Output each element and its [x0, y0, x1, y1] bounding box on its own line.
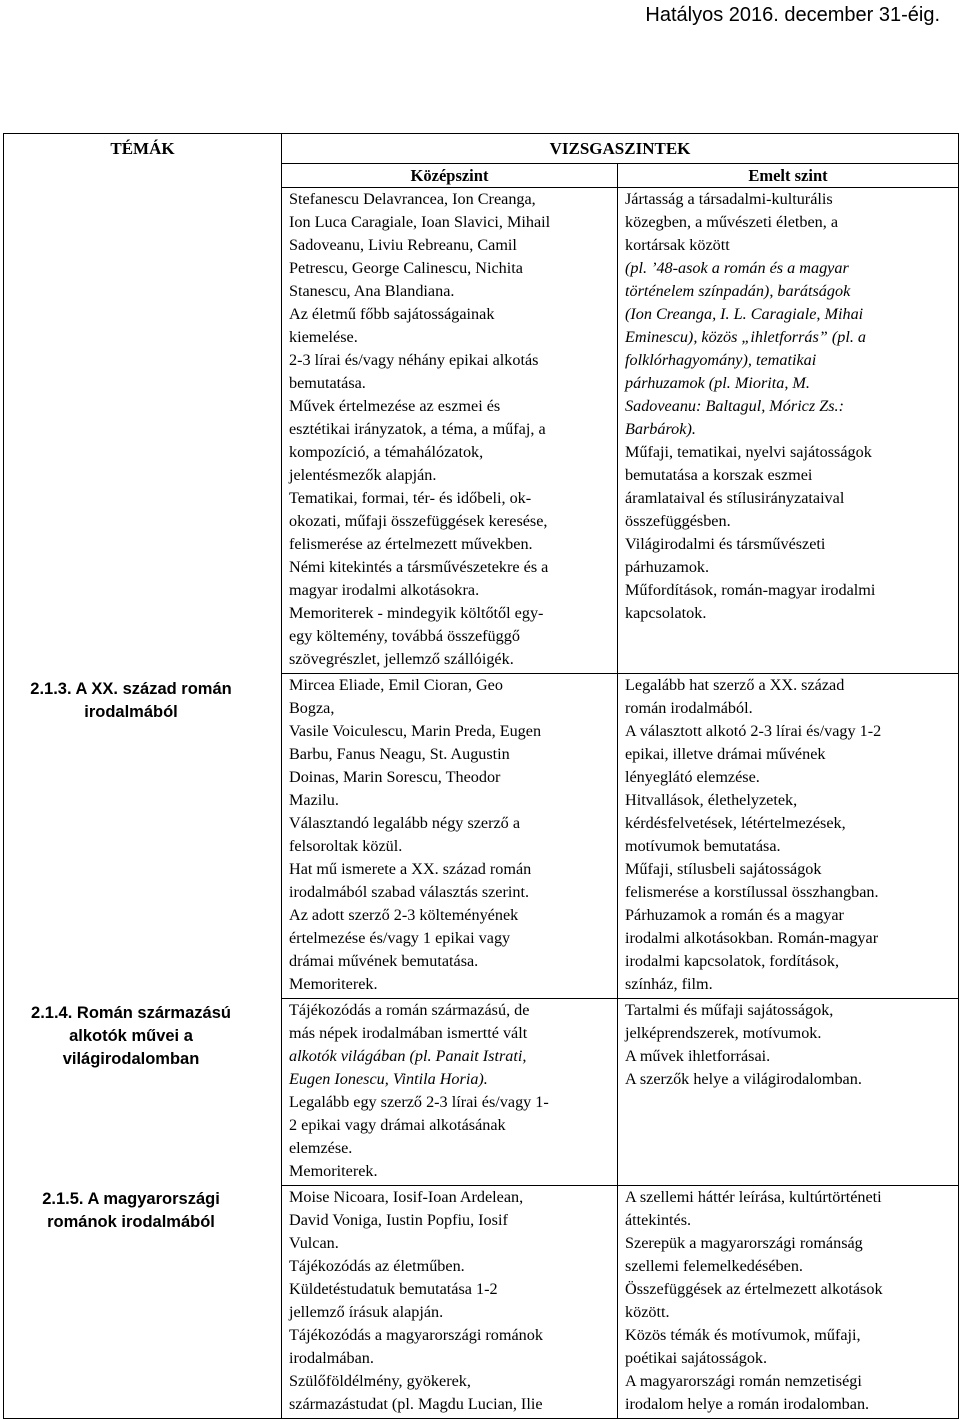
mid-level-line: Tematikai, formai, tér- és időbeli, ok-	[289, 489, 532, 507]
high-level-line: bemutatása a korszak eszmei	[625, 466, 813, 484]
topic-line: alkotók művei a	[69, 1027, 193, 1045]
mid-level-line: egy költemény, továbbá összefüggő	[289, 627, 520, 645]
topic-line: románok irodalmából	[47, 1213, 215, 1231]
high-level-line: motívumok bemutatása.	[625, 837, 781, 855]
mid-level-header: Középszint	[282, 164, 618, 188]
mid-level-line: kompozíció, a témahálózatok,	[289, 443, 484, 461]
mid-level-line: Memoriterek.	[289, 1162, 378, 1180]
mid-level-line: Bogza,	[289, 699, 335, 717]
mid-level-line: Mircea Eliade, Emil Cioran, Geo	[289, 676, 503, 694]
high-level-line: Jártasság a társadalmi-kulturális	[625, 190, 833, 208]
mid-level-line: Tájékozódás a magyarországi románok	[289, 1326, 543, 1344]
high-level-line: (Ion Creanga, I. L. Caragiale, Mihai	[625, 305, 864, 323]
high-level-line: áramlataival és stílusirányzataival	[625, 489, 845, 507]
high-lines	[625, 1186, 952, 1416]
high-level-line: Műfordítások, román-magyar irodalmi	[625, 581, 876, 599]
high-level-line: Műfaji, stílusbeli sajátosságok	[625, 860, 822, 878]
mid-level-line: alkotók világában (pl. Panait Istrati,	[289, 1047, 527, 1065]
mid-level-line: Az életmű főbb sajátosságainak	[289, 305, 495, 323]
mid-level-line: Stanescu, Ana Blandiana.	[289, 282, 455, 300]
high-level-line: A magyarországi román nemzetiségi	[625, 1372, 862, 1390]
mid-level-line: felismerése az értelmezett művekben.	[289, 535, 533, 553]
high-lines	[625, 999, 952, 1091]
mid-level-line: Barbu, Fanus Neagu, St. Augustin	[289, 745, 510, 763]
high-level-line: Tartalmi és műfaji sajátosságok,	[625, 1001, 834, 1019]
high-level-line: román irodalmából.	[625, 699, 753, 717]
high-level-line: irodalom helye a román irodalomban.	[625, 1395, 870, 1413]
high-level-line: (pl. ’48-asok a román és a magyar	[625, 259, 849, 277]
mid-level-line: Legalább egy szerző 2-3 lírai és/vagy 1-	[289, 1093, 549, 1111]
high-level-line: felismerése a korstílussal összhangban.	[625, 883, 879, 901]
mid-level-line: Az adott szerző 2-3 költeményének	[289, 906, 519, 924]
topics-header: TÉMÁK	[110, 139, 175, 158]
mid-level-line: irodalmából szabad választás szerint.	[289, 883, 530, 901]
high-level-line: irodalmi kapcsolatok, fordítások,	[625, 952, 839, 970]
high-level-line: Műfaji, tematikai, nyelvi sajátosságok	[625, 443, 872, 461]
mid-level-line: Némi kitekintés a társművészetekre és a	[289, 558, 549, 576]
high-level-line: kérdésfelvetések, létértelmezések,	[625, 814, 846, 832]
mid-level-line: Választandó legalább négy szerző a	[289, 814, 521, 832]
high-level-line: poétikai sajátosságok.	[625, 1349, 768, 1367]
topic-line: 2.1.3. A XX. század román	[30, 680, 232, 698]
high-level-line: között.	[625, 1303, 670, 1321]
mid-level-line: más népek irodalmában ismertté vált	[289, 1024, 528, 1042]
mid-level-line: felsoroltak közül.	[289, 837, 403, 855]
mid-level-line: esztétikai irányzatok, a téma, a műfaj, a	[289, 420, 546, 438]
high-level-line: Barbárok).	[625, 420, 696, 438]
mid-level-line: David Voniga, Iustin Popfiu, Iosif	[289, 1211, 508, 1229]
mid-level-line: értelmezése és/vagy 1 epikai vagy	[289, 929, 511, 947]
mid-level-line: Tájékozódás a román származású, de	[289, 1001, 530, 1019]
mid-level-line: származástudat (pl. Magdu Lucian, Ilie	[289, 1395, 543, 1413]
topic-2-1-5	[11, 1188, 251, 1234]
mid-level-line: bemutatása.	[289, 374, 366, 392]
mid-lines	[289, 674, 611, 996]
mid-level-line: szövegrészlet, jellemző szállóigék.	[289, 650, 514, 668]
high-level-line: szellemi felemelkedésében.	[625, 1257, 803, 1275]
mid-level-line: Eugen Ionescu, Vintila Horia).	[289, 1070, 488, 1088]
high-level-line: áttekintés.	[625, 1211, 692, 1229]
high-level-line: irodalmi alkotásokban. Román-magyar	[625, 929, 879, 947]
high-level-line: A szerzők helye a világirodalomban.	[625, 1070, 862, 1088]
high-level-line: Sadoveanu: Baltagul, Móricz Zs.:	[625, 397, 844, 415]
mid-level-cell-2-1-3	[282, 674, 618, 999]
topic-line: irodalmából	[84, 703, 178, 721]
mid-level-line: 2 epikai vagy drámai alkotásának	[289, 1116, 506, 1134]
mid-level-cell-intro	[282, 188, 618, 674]
exam-levels-header: VIZSGASZINTEK	[282, 134, 959, 164]
mid-level-line: Moise Nicoara, Iosif-Ioan Ardelean,	[289, 1188, 524, 1206]
high-level-line: A művek ihletforrásai.	[625, 1047, 771, 1065]
mid-level-line: irodalmában.	[289, 1349, 374, 1367]
mid-lines	[289, 1186, 611, 1416]
mid-lines	[289, 999, 611, 1183]
topic-line: világirodalomban	[62, 1050, 200, 1068]
mid-level-line: Hat mű ismerete a XX. század román	[289, 860, 532, 878]
high-level-cell-2-1-3	[618, 674, 959, 999]
mid-level-line: Vasile Voiculescu, Marin Preda, Eugen	[289, 722, 542, 740]
mid-level-cell-2-1-5	[282, 1186, 618, 1419]
mid-level-line: elemzése.	[289, 1139, 353, 1157]
high-level-line: jelképrendszerek, motívumok.	[625, 1024, 822, 1042]
high-level-line: kapcsolatok.	[625, 604, 707, 622]
mid-level-cell-2-1-4	[282, 999, 618, 1186]
high-level-line: Összefüggések az értelmezett alkotások	[625, 1280, 883, 1298]
high-level-line: Eminescu), közös „ihletforrás” (pl. a	[625, 328, 867, 346]
high-level-line: párhuzamok (pl. Miorita, M.	[625, 374, 810, 392]
high-level-line: kortársak között	[625, 236, 730, 254]
high-level-cell-2-1-4	[618, 999, 959, 1186]
topic-line: 2.1.5. A magyarországi	[42, 1190, 220, 1208]
mid-level-line: Petrescu, George Calinescu, Nichita	[289, 259, 523, 277]
high-level-line: párhuzamok.	[625, 558, 710, 576]
high-level-line: folklórhagyomány), tematikai	[625, 351, 817, 369]
high-level-line: Közös témák és motívumok, műfaji,	[625, 1326, 861, 1344]
mid-level-line: Ion Luca Caragiale, Ioan Slavici, Mihail	[289, 213, 551, 231]
high-level-line: epikai, illetve drámai művének	[625, 745, 826, 763]
mid-level-line: Mazilu.	[289, 791, 339, 809]
mid-level-line: kiemelése.	[289, 328, 358, 346]
topic-2-1-3	[11, 678, 251, 724]
topic-2-1-4	[11, 1002, 251, 1071]
mid-level-line: 2-3 lírai és/vagy néhány epikai alkotás	[289, 351, 539, 369]
mid-level-line: Memoriterek - mindegyik költőtől egy-	[289, 604, 544, 622]
validity-header: Hatályos 2016. december 31-éig.	[645, 4, 940, 26]
mid-lines	[289, 188, 611, 671]
high-level-header: Emelt szint	[618, 164, 959, 188]
mid-level-line: Memoriterek.	[289, 975, 378, 993]
high-level-line: Legalább hat szerző a XX. század	[625, 676, 845, 694]
mid-level-line: jelentésmezők alapján.	[289, 466, 437, 484]
curriculum-table	[3, 133, 959, 1419]
high-level-line: lényeglátó elemzése.	[625, 768, 760, 786]
mid-level-line: jellemző írásuk alapján.	[289, 1303, 444, 1321]
high-level-line: történelem színpadán), barátságok	[625, 282, 851, 300]
topics-column	[4, 134, 282, 1419]
high-level-line: Szerepük a magyarországi románság	[625, 1234, 863, 1252]
high-level-line: Hitvallások, élethelyzetek,	[625, 791, 798, 809]
mid-level-line: Stefanescu Delavrancea, Ion Creanga,	[289, 190, 536, 208]
mid-level-line: Vulcan.	[289, 1234, 339, 1252]
mid-level-line: Művek értelmezése az eszmei és	[289, 397, 501, 415]
mid-level-line: Doinas, Marin Sorescu, Theodor	[289, 768, 501, 786]
high-level-line: közegben, a művészeti életben, a	[625, 213, 839, 231]
high-lines	[625, 188, 952, 625]
mid-level-line: okozati, műfaji összefüggések keresése,	[289, 512, 548, 530]
mid-level-line: magyar irodalmi alkotásokra.	[289, 581, 480, 599]
high-level-line: Világirodalmi és társművészeti	[625, 535, 826, 553]
mid-level-line: Sadoveanu, Liviu Rebreanu, Camil	[289, 236, 517, 254]
mid-level-line: Szülőföldélmény, gyökerek,	[289, 1372, 471, 1390]
high-lines	[625, 674, 952, 996]
high-level-cell-intro	[618, 188, 959, 674]
high-level-line: A szellemi háttér leírása, kultúrtörténeti	[625, 1188, 882, 1206]
high-level-line: A választott alkotó 2-3 lírai és/vagy 1-2	[625, 722, 882, 740]
high-level-line: összefüggésben.	[625, 512, 731, 530]
mid-level-line: Küldetéstudatuk bemutatása 1-2	[289, 1280, 498, 1298]
high-level-line: színház, film.	[625, 975, 713, 993]
mid-level-line: Tájékozódás az életműben.	[289, 1257, 465, 1275]
topic-line: 2.1.4. Román származású	[31, 1004, 231, 1022]
high-level-cell-2-1-5	[618, 1186, 959, 1419]
mid-level-line: drámai művének bemutatása.	[289, 952, 479, 970]
high-level-line: Párhuzamok a román és a magyar	[625, 906, 844, 924]
